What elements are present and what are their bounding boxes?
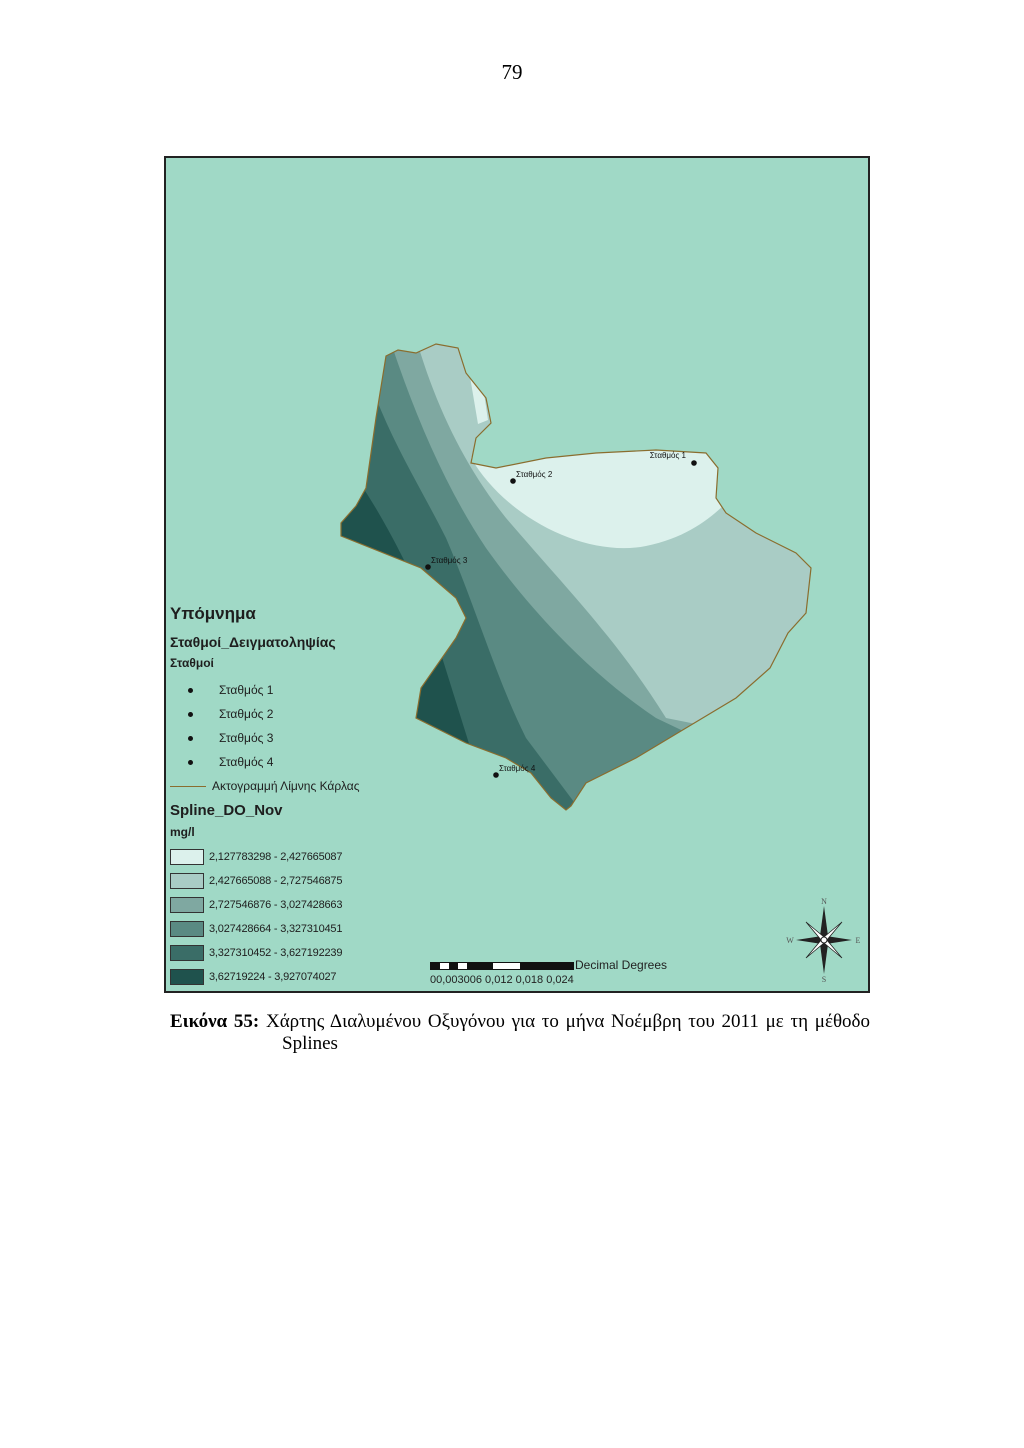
scale-bar-segments	[430, 962, 574, 970]
legend-shoreline-row: Ακτογραμμή Λίμνης Κάρλας	[170, 774, 430, 798]
caption-text-line2: Splines	[282, 1033, 338, 1054]
caption-text: Χάρτης Διαλυμένου Οξυγόνου για το μήνα Νοέμβρη του 2011 με τη μέθοδο	[265, 1011, 870, 1032]
class-range-label: 2,127783298 - 2,427665087	[209, 851, 343, 863]
map-legend	[170, 604, 430, 989]
class-range-label: 2,727546876 - 3,027428663	[209, 899, 343, 911]
scale-bar-unit: Decimal Degrees	[575, 958, 668, 972]
class-range-label: 3,327310452 - 3,627192239	[209, 947, 343, 959]
caption-label: Εικόνα 55:	[170, 1011, 260, 1032]
legend-raster-layer: Spline_DO_Nov	[170, 802, 283, 819]
legend-class-row	[170, 869, 430, 893]
legend-title: Υπόμνημα	[170, 604, 256, 623]
class-swatch	[170, 921, 204, 937]
legend-station-row: Σταθμός 3	[170, 726, 430, 750]
station-3-label: Σταθμός 3	[431, 556, 468, 565]
figure-caption	[170, 1012, 870, 1032]
legend-station-row: Σταθμός 4	[170, 750, 430, 774]
legend-station-layer: Σταθμοί_Δειγματοληψίας	[170, 634, 336, 650]
class-swatch	[170, 873, 204, 889]
legend-station-row: Σταθμός 2	[170, 702, 430, 726]
compass-south-label: S	[821, 975, 827, 984]
legend-class-list	[170, 845, 430, 989]
compass-west-label: W	[786, 936, 794, 945]
class-swatch	[170, 849, 204, 865]
class-range-label: 3,027428664 - 3,327310451	[209, 923, 343, 935]
station-dot-icon	[188, 688, 193, 693]
compass-rose-icon	[784, 894, 864, 984]
legend-station-row: Σταθμός 1	[170, 678, 430, 702]
station-dot-icon	[188, 712, 193, 717]
class-swatch	[170, 945, 204, 961]
class-range-label: 3,62719224 - 3,927074027	[209, 971, 337, 983]
station-dot-icon	[188, 760, 193, 765]
station-dot-icon	[188, 736, 193, 741]
scale-bar-labels: 00,003006 0,012 0,018 0,024	[430, 974, 574, 986]
legend-class-row	[170, 965, 430, 989]
legend-class-row	[170, 893, 430, 917]
class-swatch	[170, 897, 204, 913]
legend-units: mg/l	[170, 825, 195, 839]
page-number: 79	[501, 60, 523, 84]
legend-class-row	[170, 917, 430, 941]
legend-class-row	[170, 845, 430, 869]
legend-station-sublayer: Σταθμοί	[170, 656, 214, 670]
compass-north-label: N	[821, 897, 827, 906]
station-4-label: Σταθμός 4	[499, 764, 536, 773]
station-4[interactable]	[493, 764, 536, 778]
legend-class-row	[170, 941, 430, 965]
compass-east-label: E	[855, 936, 861, 945]
shoreline-line-icon	[170, 786, 206, 787]
station-2-label: Σταθμός 2	[516, 470, 553, 479]
station-1-label: Σταθμός 1	[649, 451, 686, 460]
map-frame	[164, 156, 870, 993]
class-range-label: 2,427665088 - 2,727546875	[209, 875, 343, 887]
class-swatch	[170, 969, 204, 985]
